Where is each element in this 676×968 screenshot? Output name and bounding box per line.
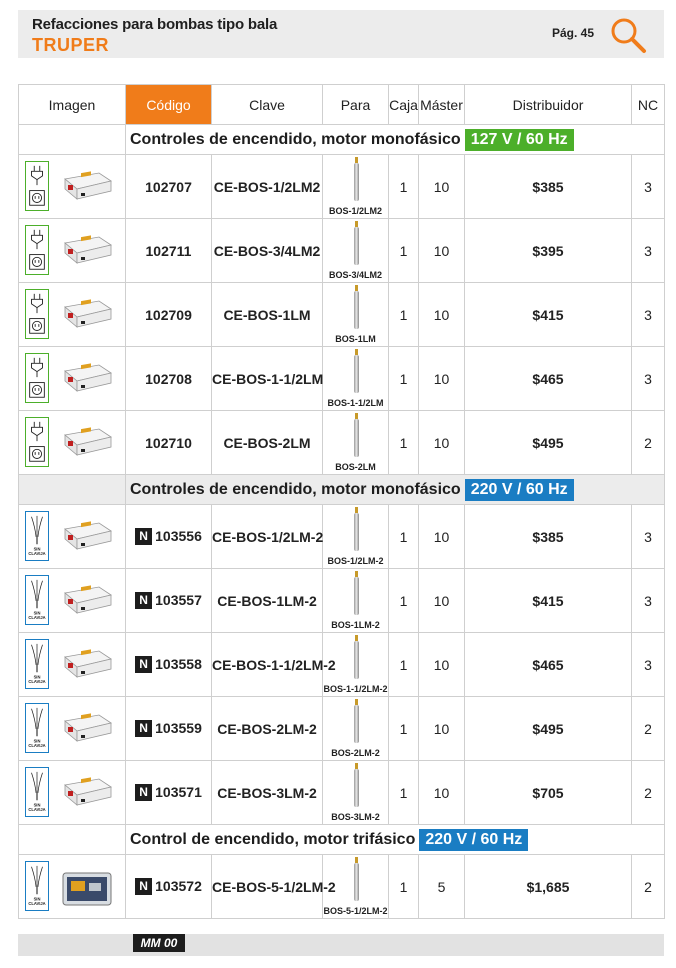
master-cell: 10: [419, 411, 465, 475]
precio-cell: $495: [465, 697, 632, 761]
loose-wires-icon: [25, 767, 49, 817]
pump-image: [354, 769, 359, 807]
control-box-image: [59, 361, 115, 393]
codigo-value: 103559: [155, 719, 202, 736]
para-label: BOS-1LM: [335, 334, 376, 344]
nc-cell: 3: [632, 569, 665, 633]
new-badge: N: [135, 720, 152, 737]
codigo-value: 103558: [155, 655, 202, 672]
codigo-cell: [126, 761, 212, 825]
precio-cell: $495: [465, 411, 632, 475]
column-header-6: Distribuidor: [465, 85, 632, 125]
para-cell: [323, 219, 389, 283]
pump-image: [354, 419, 359, 457]
footer-tag: MM 00: [133, 934, 185, 952]
clave-cell: CE-BOS-1/2LM2: [212, 155, 323, 219]
column-header-4: Caja: [389, 85, 419, 125]
clave-cell: CE-BOS-5-1/2LM-2: [212, 855, 323, 919]
precio-cell: $465: [465, 633, 632, 697]
caja-cell: 1: [389, 505, 419, 569]
caja-cell: 1: [389, 219, 419, 283]
svg-text:CLAVIJA: CLAVIJA: [28, 743, 46, 749]
pump-image: [354, 705, 359, 743]
table-body: [19, 125, 665, 919]
control-box-image: [59, 775, 115, 807]
codigo-value: 102708: [145, 370, 192, 387]
plug-icon: [25, 161, 49, 211]
table-row: [19, 411, 665, 475]
clave-cell: CE-BOS-2LM-2: [212, 697, 323, 761]
caja-cell: 1: [389, 633, 419, 697]
voltage-badge: 220 V / 60 Hz: [419, 829, 528, 851]
master-cell: 10: [419, 347, 465, 411]
footer-band: [18, 934, 664, 956]
precio-cell: $385: [465, 505, 632, 569]
codigo-value: 103557: [155, 591, 202, 608]
caja-cell: 1: [389, 761, 419, 825]
svg-text:CLAVIJA: CLAVIJA: [28, 615, 46, 621]
loose-wires-icon: [25, 575, 49, 625]
loose-wires-icon: [25, 861, 49, 911]
new-badge: N: [135, 528, 152, 545]
master-cell: 10: [419, 761, 465, 825]
master-cell: 10: [419, 569, 465, 633]
master-cell: 10: [419, 155, 465, 219]
codigo-cell: [126, 411, 212, 475]
table-row: [19, 505, 665, 569]
clave-cell: CE-BOS-1-1/2LM: [212, 347, 323, 411]
control-box-image: [59, 647, 115, 679]
voltage-badge: 220 V / 60 Hz: [465, 479, 574, 501]
column-header-7: NC: [632, 85, 665, 125]
para-label: BOS-1-1/2LM-2: [323, 684, 388, 694]
svg-text:SIN: SIN: [33, 546, 41, 552]
control-box-image: [59, 711, 115, 743]
nc-cell: 2: [632, 855, 665, 919]
page-number: Pág. 45: [552, 26, 595, 40]
pump-image: [354, 863, 359, 901]
para-cell: [323, 505, 389, 569]
control-box-image: [59, 869, 115, 901]
svg-text:SIN: SIN: [33, 896, 41, 902]
pump-image: [354, 355, 359, 393]
control-box-image: [59, 583, 115, 615]
product-image-cell: [19, 761, 126, 825]
pump-image: [354, 291, 359, 329]
plug-icon: [25, 289, 49, 339]
parts-table: [18, 84, 665, 919]
para-cell: [323, 761, 389, 825]
svg-text:CLAVIJA: CLAVIJA: [28, 551, 46, 557]
new-badge: N: [135, 784, 152, 801]
clave-cell: CE-BOS-3LM-2: [212, 761, 323, 825]
product-image-cell: [19, 855, 126, 919]
section-title: Control de encendido, motor trifásico: [130, 830, 416, 848]
codigo-cell: [126, 155, 212, 219]
loose-wires-icon: [25, 511, 49, 561]
brand-logo: TRUPER: [32, 35, 110, 55]
para-label: BOS-2LM-2: [331, 748, 380, 758]
column-header-0: Imagen: [19, 85, 126, 125]
svg-text:CLAVIJA: CLAVIJA: [28, 901, 46, 907]
loose-wires-icon: [25, 703, 49, 753]
pump-image: [354, 227, 359, 265]
table-row: [19, 347, 665, 411]
para-label: BOS-1LM-2: [331, 620, 380, 630]
control-box-image: [59, 233, 115, 265]
product-image-cell: [19, 219, 126, 283]
page-title: Refacciones para bombas tipo bala: [32, 16, 278, 33]
clave-cell: CE-BOS-3/4LM2: [212, 219, 323, 283]
caja-cell: 1: [389, 155, 419, 219]
para-cell: [323, 697, 389, 761]
search-icon[interactable]: [609, 16, 649, 56]
caja-cell: 1: [389, 283, 419, 347]
pump-image: [354, 163, 359, 201]
table-header-row: [19, 85, 665, 125]
precio-cell: $415: [465, 569, 632, 633]
para-label: BOS-1-1/2LM: [327, 398, 384, 408]
product-image-cell: [19, 283, 126, 347]
codigo-value: 103556: [155, 527, 202, 544]
product-image-cell: [19, 411, 126, 475]
precio-cell: $1,685: [465, 855, 632, 919]
master-cell: 10: [419, 219, 465, 283]
column-header-5: Máster: [419, 85, 465, 125]
para-cell: [323, 283, 389, 347]
table-row: [19, 697, 665, 761]
pump-image: [354, 577, 359, 615]
para-label: BOS-1/2LM-2: [327, 556, 384, 566]
svg-text:SIN: SIN: [33, 802, 41, 808]
pump-image: [354, 641, 359, 679]
new-badge: N: [135, 656, 152, 673]
clave-cell: CE-BOS-1LM-2: [212, 569, 323, 633]
codigo-cell: [126, 347, 212, 411]
para-cell: [323, 855, 389, 919]
svg-text:SIN: SIN: [33, 738, 41, 744]
voltage-badge: 127 V / 60 Hz: [465, 129, 574, 151]
caja-cell: 1: [389, 569, 419, 633]
precio-cell: $465: [465, 347, 632, 411]
codigo-cell: [126, 219, 212, 283]
para-cell: [323, 347, 389, 411]
loose-wires-icon: [25, 639, 49, 689]
section-spacer-cell: [19, 125, 126, 155]
precio-cell: $385: [465, 155, 632, 219]
product-image-cell: [19, 697, 126, 761]
para-label: BOS-5-1/2LM-2: [323, 906, 388, 916]
svg-text:SIN: SIN: [33, 674, 41, 680]
codigo-value: 102711: [145, 242, 192, 259]
master-cell: 5: [419, 855, 465, 919]
codigo-cell: [126, 283, 212, 347]
nc-cell: 2: [632, 411, 665, 475]
caja-cell: 1: [389, 697, 419, 761]
control-box-image: [59, 297, 115, 329]
nc-cell: 3: [632, 505, 665, 569]
table-row: [19, 761, 665, 825]
codigo-value: 103571: [155, 783, 202, 800]
clave-cell: CE-BOS-1-1/2LM-2: [212, 633, 323, 697]
master-cell: 10: [419, 283, 465, 347]
section-header-row: [19, 125, 665, 155]
clave-cell: CE-BOS-1/2LM-2: [212, 505, 323, 569]
caja-cell: 1: [389, 855, 419, 919]
para-label: BOS-1/2LM2: [328, 206, 382, 216]
clave-cell: CE-BOS-2LM: [212, 411, 323, 475]
para-label: BOS-3/4LM2: [328, 270, 382, 280]
codigo-value: 103572: [155, 877, 202, 894]
pump-image: [354, 513, 359, 551]
plug-icon: [25, 417, 49, 467]
page-header: [18, 10, 664, 58]
codigo-cell: [126, 505, 212, 569]
new-badge: N: [135, 592, 152, 609]
master-cell: 10: [419, 633, 465, 697]
master-cell: 10: [419, 697, 465, 761]
svg-text:CLAVIJA: CLAVIJA: [28, 807, 46, 813]
codigo-cell: [126, 633, 212, 697]
new-badge: N: [135, 878, 152, 895]
column-header-1: Código: [126, 85, 212, 125]
plug-icon: [25, 225, 49, 275]
plug-icon: [25, 353, 49, 403]
nc-cell: 3: [632, 219, 665, 283]
table-row: [19, 633, 665, 697]
control-box-image: [59, 519, 115, 551]
para-cell: [323, 155, 389, 219]
codigo-value: 102710: [145, 434, 192, 451]
para-label: BOS-2LM: [335, 462, 376, 472]
section-header-row: [19, 475, 665, 505]
clave-cell: CE-BOS-1LM: [212, 283, 323, 347]
codigo-value: 102709: [145, 306, 192, 323]
product-image-cell: [19, 633, 126, 697]
codigo-cell: [126, 697, 212, 761]
product-image-cell: [19, 569, 126, 633]
table-row: [19, 569, 665, 633]
section-title: Controles de encendido, motor monofásico: [130, 130, 461, 148]
svg-text:CLAVIJA: CLAVIJA: [28, 679, 46, 685]
nc-cell: 3: [632, 633, 665, 697]
control-box-image: [59, 169, 115, 201]
caja-cell: 1: [389, 347, 419, 411]
product-image-cell: [19, 155, 126, 219]
nc-cell: 2: [632, 761, 665, 825]
table-row: [19, 155, 665, 219]
precio-cell: $415: [465, 283, 632, 347]
table-row: [19, 855, 665, 919]
control-box-image: [59, 425, 115, 457]
nc-cell: 3: [632, 155, 665, 219]
master-cell: 10: [419, 505, 465, 569]
nc-cell: 2: [632, 697, 665, 761]
section-spacer-cell: [19, 825, 126, 855]
codigo-cell: [126, 569, 212, 633]
para-cell: [323, 411, 389, 475]
column-header-2: Clave: [212, 85, 323, 125]
caja-cell: 1: [389, 411, 419, 475]
column-header-3: Para: [323, 85, 389, 125]
table-row: [19, 283, 665, 347]
codigo-value: 102707: [145, 178, 192, 195]
nc-cell: 3: [632, 283, 665, 347]
section-spacer-cell: [19, 475, 126, 505]
section-header-row: [19, 825, 665, 855]
para-cell: [323, 569, 389, 633]
nc-cell: 3: [632, 347, 665, 411]
svg-text:SIN: SIN: [33, 610, 41, 616]
precio-cell: $705: [465, 761, 632, 825]
table-row: [19, 219, 665, 283]
product-image-cell: [19, 505, 126, 569]
section-title: Controles de encendido, motor monofásico: [130, 480, 461, 498]
para-cell: [323, 633, 389, 697]
precio-cell: $395: [465, 219, 632, 283]
codigo-cell: [126, 855, 212, 919]
product-image-cell: [19, 347, 126, 411]
para-label: BOS-3LM-2: [331, 812, 380, 822]
